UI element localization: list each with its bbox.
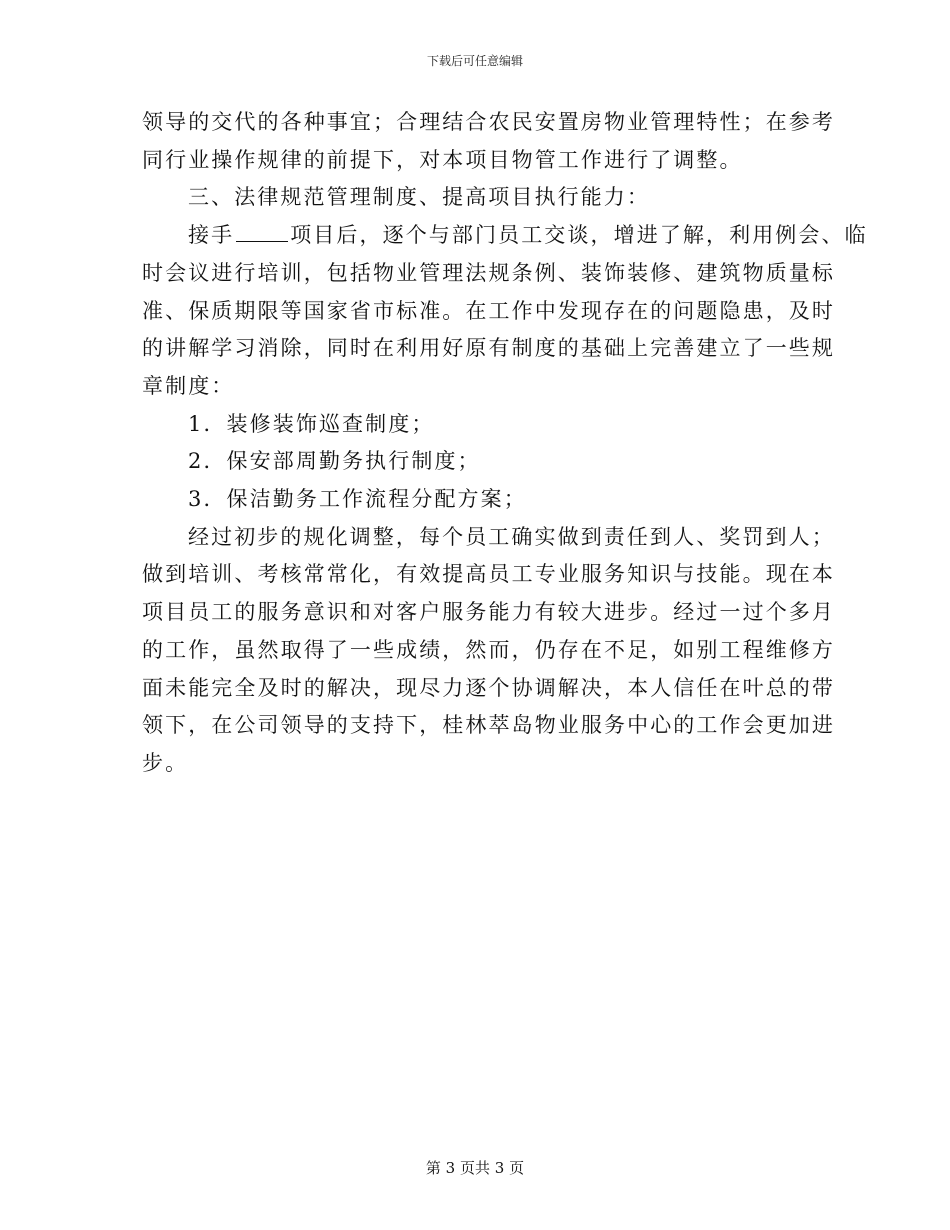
paragraph-line: 准、保质期限等国家省市标准。在工作中发现存在的问题隐患，及时	[142, 298, 835, 323]
list-item: 3．保洁勤务工作流程分配方案；	[188, 487, 527, 512]
paragraph-line: 步。	[142, 750, 189, 775]
paragraph-line: 经过初步的规化调整，每个员工确实做到责任到人、奖罚到人；	[188, 524, 835, 549]
paragraph-line-with-blank	[142, 217, 868, 255]
document-body	[142, 104, 868, 783]
list-item: 2．保安部周勤务执行制度；	[188, 449, 481, 474]
paragraph-line: 的讲解学习消除，同时在利用好原有制度的基础上完善建立了一些规	[142, 336, 835, 361]
paragraph-line: 项目员工的服务意识和对客户服务能力有较大进步。经过一过个多月	[142, 600, 835, 625]
paragraph-text: 接手	[188, 223, 235, 248]
paragraph-line: 时会议进行培训，包括物业管理法规条例、装饰装修、建筑物质量标	[142, 260, 835, 285]
paragraph-line: 的工作，虽然取得了一些成绩，然而，仍存在不足，如别工程维修方	[142, 637, 835, 662]
paragraph-line: 面未能完全及时的解决，现尽力逐个协调解决，本人信任在叶总的带	[142, 675, 835, 700]
paragraph-line: 同行业操作规律的前提下，对本项目物管工作进行了调整。	[142, 147, 743, 172]
paragraph-line: 做到培训、考核常常化，有效提高员工专业服务知识与技能。现在本	[142, 562, 835, 587]
list-item: 1．装修装饰巡查制度；	[188, 411, 435, 436]
page-header-note: 下载后可任意编辑	[426, 54, 523, 68]
paragraph-line: 领导的交代的各种事宜；合理结合农民安置房物业管理特性；在参考	[142, 110, 835, 134]
paragraph-text: 项目后，逐个与部门员工交谈，增进了解，利用例会、临	[290, 223, 868, 248]
paragraph-line: 章制度：	[142, 373, 235, 398]
section-heading: 三、法律规范管理制度、提高项目执行能力：	[188, 185, 650, 210]
paragraph-line: 领下，在公司领导的支持下，桂林萃岛物业服务中心的工作会更加进	[142, 713, 835, 738]
page-number: 第 3 页共 3 页	[425, 1159, 525, 1177]
fill-in-blank	[236, 223, 288, 242]
